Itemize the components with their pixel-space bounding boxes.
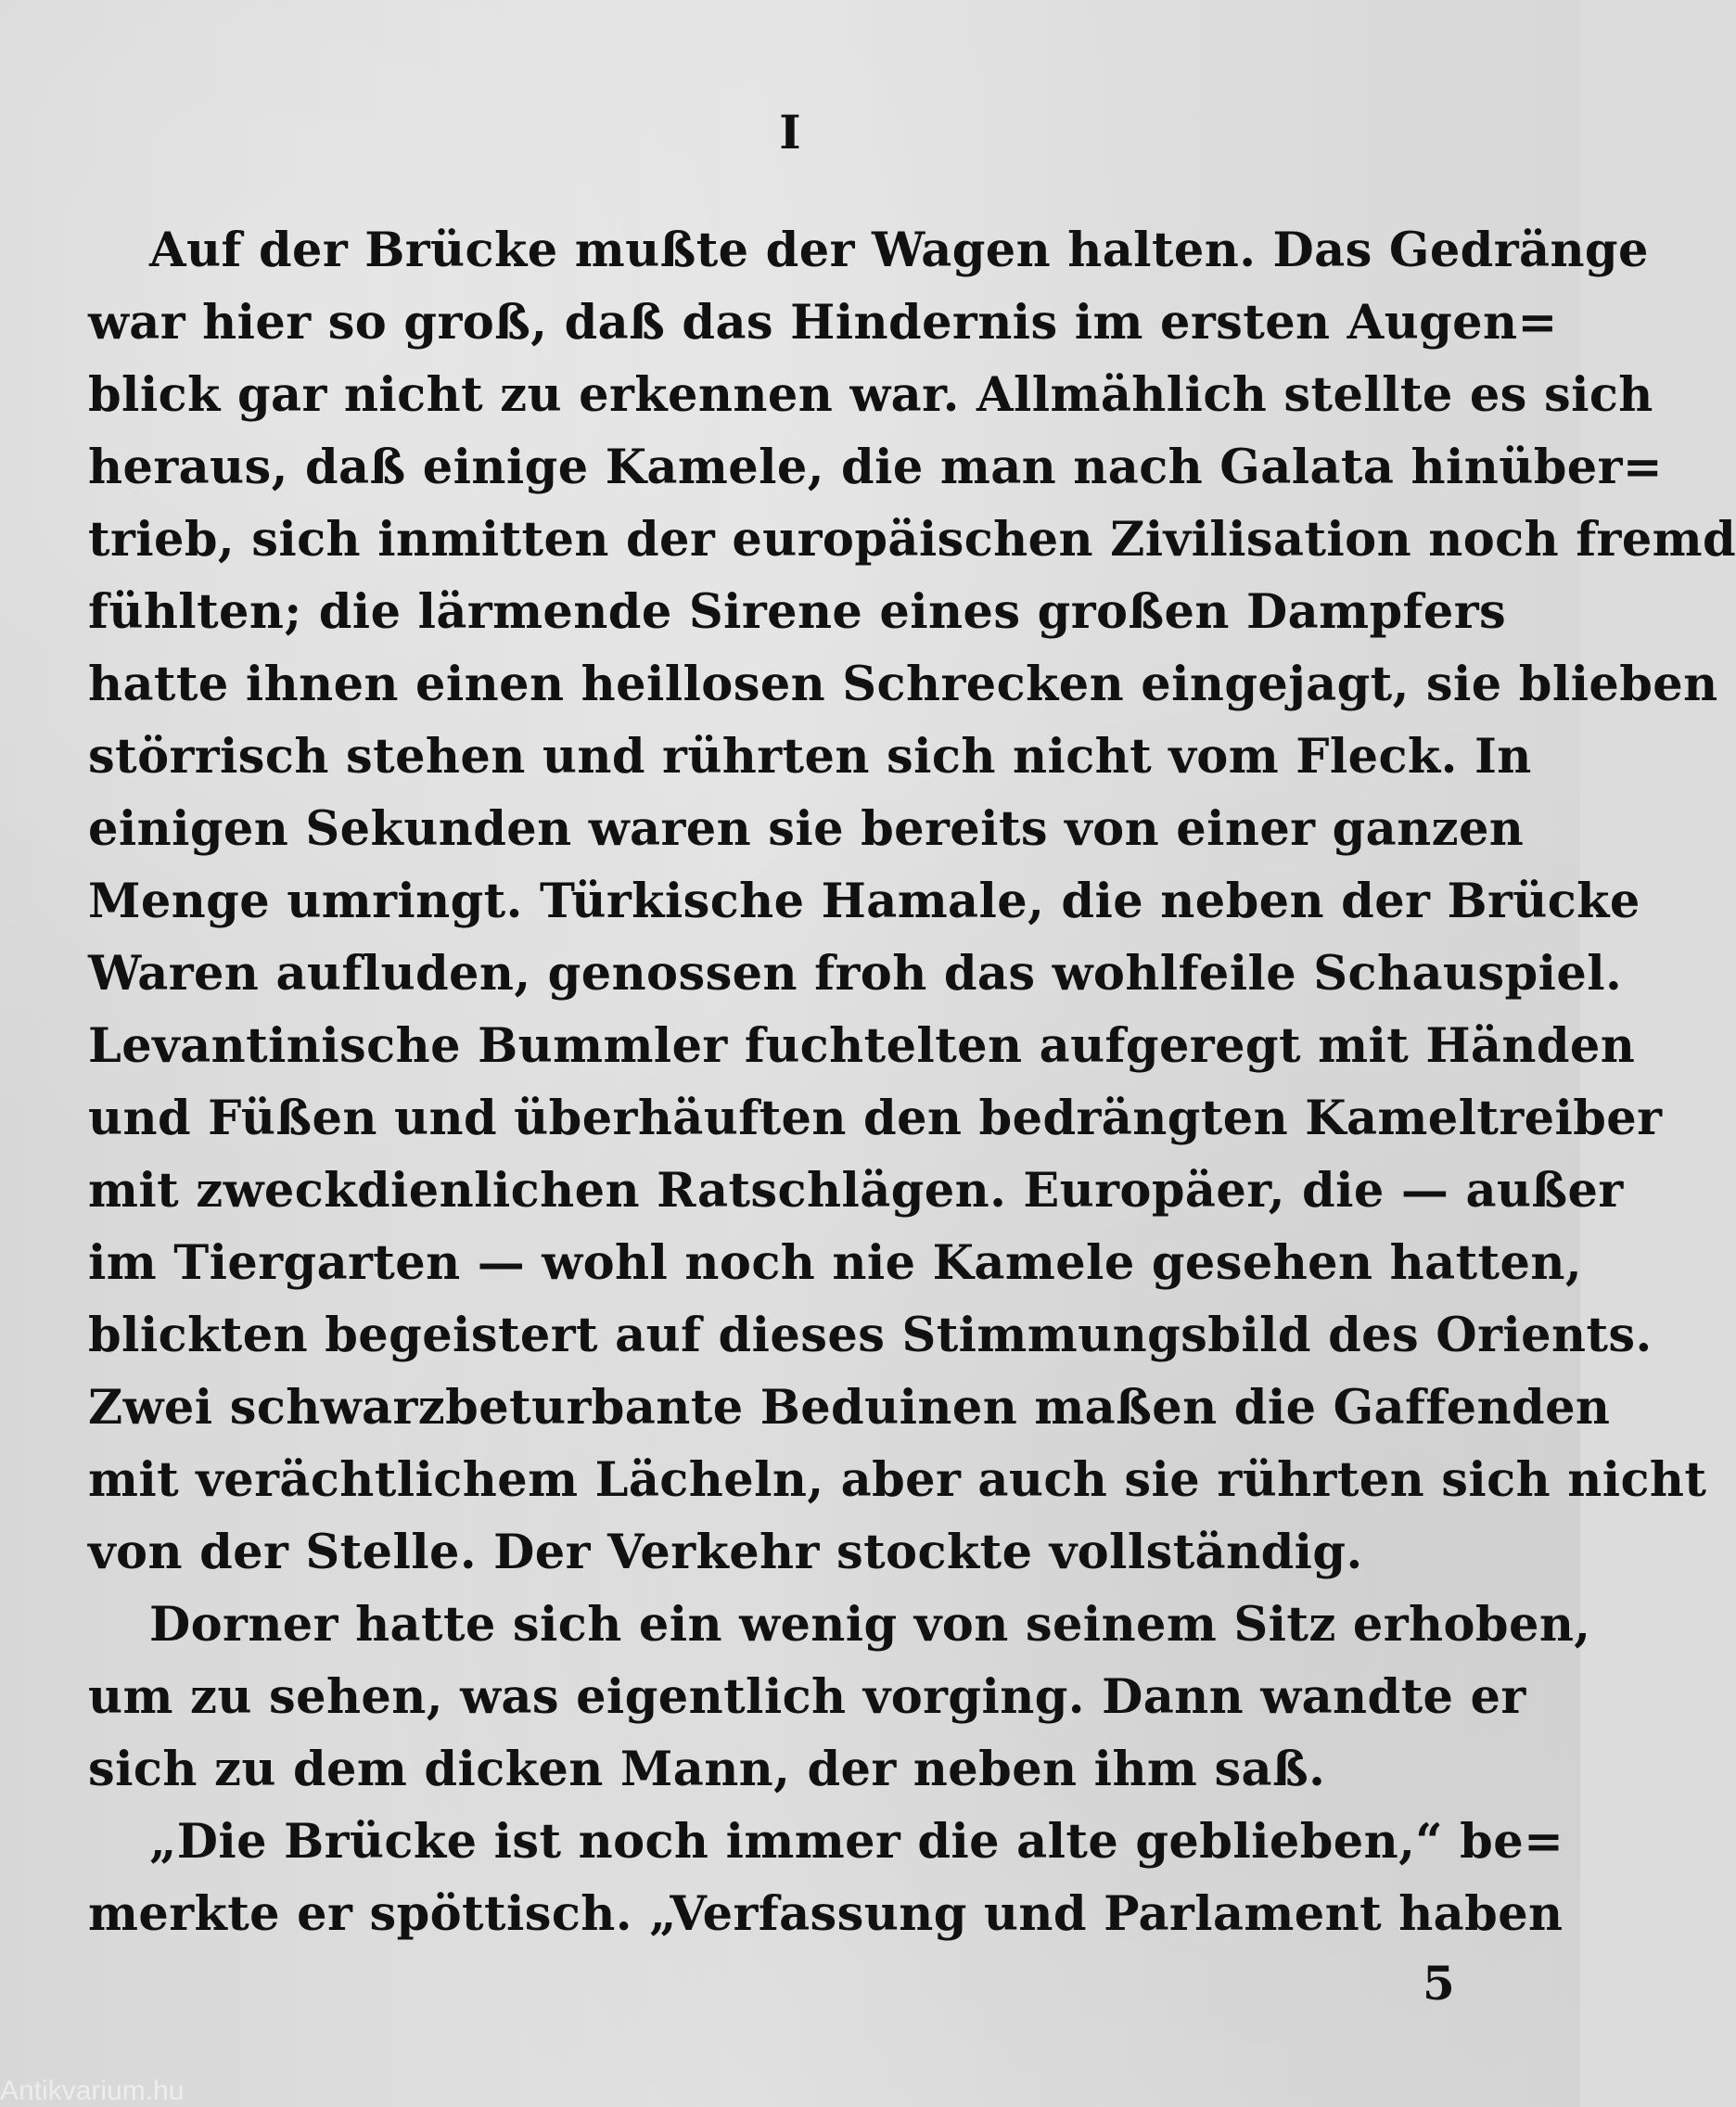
text-line: im Tiergarten — wohl noch nie Kamele gesehen hatten,	[88, 1235, 1582, 1291]
text-line: einigen Sekunden waren sie bereits von einer ganzen	[88, 801, 1525, 857]
text-line: merkte er spöttisch. „Verfassung und Parlament haben	[88, 1886, 1564, 1942]
text-line: trieb, sich inmitten der europäischen Zivilisation noch fremd	[88, 512, 1736, 568]
text-line: war hier so groß, daß das Hindernis im ersten Augen=	[88, 295, 1558, 351]
page-number: 5	[1423, 1956, 1455, 2011]
text-line: Menge umringt. Türkische Hamale, die neben der Brücke	[88, 874, 1640, 929]
text-line: Levantinische Bummler fuchtelten aufgeregt mit Händen	[88, 1018, 1636, 1074]
text-line: mit zweckdienlichen Ratschlägen. Europäer, die — außer	[88, 1163, 1624, 1219]
text-line: blickten begeistert auf dieses Stimmungsbild des Orients.	[88, 1308, 1653, 1363]
text-line: Auf der Brücke mußte der Wagen halten. Das Gedränge	[149, 223, 1649, 278]
text-line: heraus, daß einige Kamele, die man nach Galata hinüber=	[88, 440, 1664, 495]
text-line: Waren aufluden, genossen froh das wohlfeile Schauspiel.	[88, 946, 1623, 1002]
text-line: hatte ihnen einen heillosen Schrecken eingejagt, sie blieben	[88, 657, 1718, 712]
chapter-number: I	[779, 105, 801, 160]
text-line: sich zu dem dicken Mann, der neben ihm saß.	[88, 1742, 1326, 1797]
text-line: um zu sehen, was eigentlich vorging. Dann wandte er	[88, 1669, 1526, 1725]
text-line: und Füßen und überhäuften den bedrängten Kameltreiber	[88, 1091, 1663, 1146]
watermark: Antikvarium.hu	[0, 2075, 185, 2106]
text-line: mit verächtlichem Lächeln, aber auch sie rührten sich nicht	[88, 1452, 1707, 1508]
text-line: störrisch stehen und rührten sich nicht vom Fleck. In	[88, 729, 1532, 785]
text-line: Zwei schwarzbeturbante Beduinen maßen die Gaffenden	[88, 1380, 1611, 1436]
text-line: blick gar nicht zu erkennen war. Allmählich stellte es sich	[88, 367, 1653, 423]
text-line: fühlten; die lärmende Sirene eines großen Dampfers	[88, 584, 1507, 640]
body-text	[88, 218, 1736, 1943]
text-line: „Die Brücke ist noch immer die alte geblieben,“ be=	[149, 1814, 1564, 1870]
text-line: von der Stelle. Der Verkehr stockte vollständig.	[88, 1525, 1363, 1580]
text-line: Dorner hatte sich ein wenig von seinem Sitz erhoben,	[149, 1597, 1591, 1653]
